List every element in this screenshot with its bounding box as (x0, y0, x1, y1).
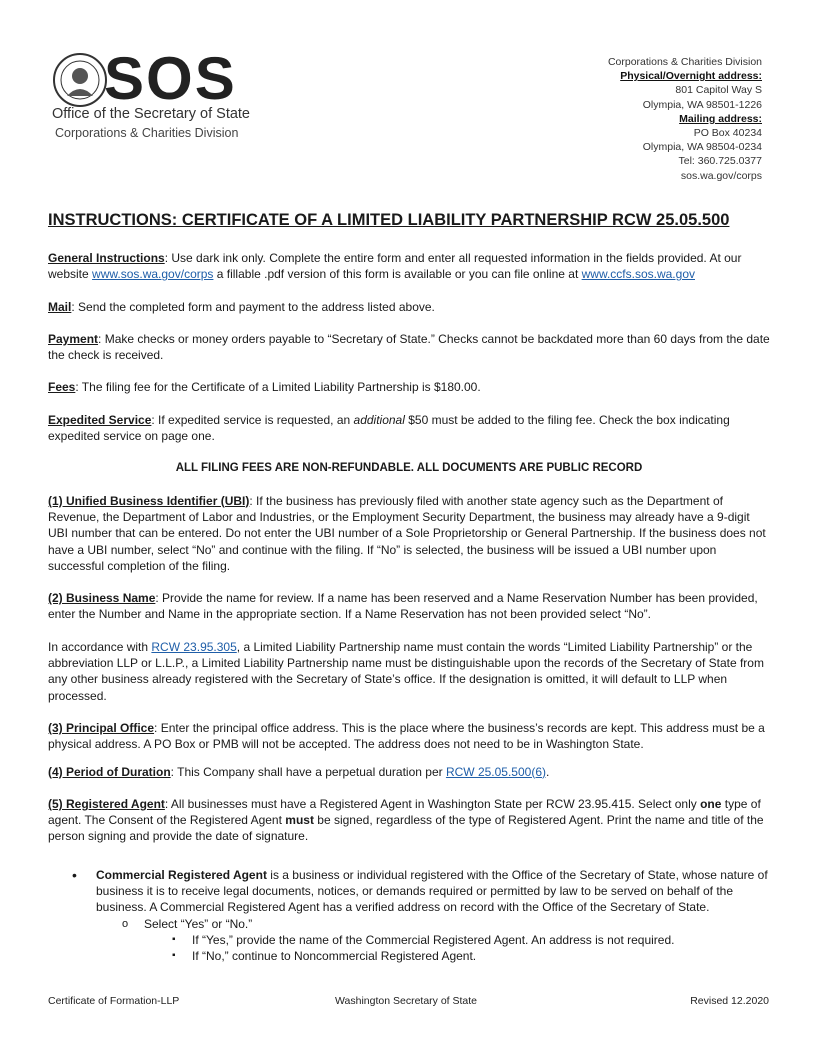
logo-division-name: Corporations & Charities Division (55, 126, 239, 140)
no-option-item: ▪ If “No,” continue to Noncommercial Registered Agent. (192, 948, 770, 964)
fees-notice: ALL FILING FEES ARE NON-REFUNDABLE. ALL DOCUMENTS ARE PUBLIC RECORD (175, 462, 643, 475)
ubi-label: (1) Unified Business Identifier (UBI) (48, 493, 250, 508)
ubi-instructions: (1) Unified Business Identifier (UBI): If the business has previously filed with another state agency such as the Department of Revenue, the Department of Labor and Industries, or the Employment Security Department, the business may already have a 9-digit UBI number that can be entered. Do not enter the UBI number of a Sole Proprietorship or General Partnership. If the business does not have a UBI number, select “No” and continue with the filing. If “No” is selected, the business will be issued a UBI number upon successful completion of the filing. (48, 493, 766, 573)
rcw-23-95-305-link[interactable]: RCW 23.95.305 (151, 639, 237, 654)
logo-office-name: Office of the Secretary of State (52, 106, 251, 122)
business-name-instructions: (2) Business Name: Provide the name for review. If a name has been reserved and a Name Reservation Number has been provided, enter the Number and Name in the appropriate section. If a Name Reservation has not been provided select “No”. (48, 591, 758, 622)
commercial-agent-item: • Commercial Registered Agent is a business or individual registered with the Office of the Secretary of State, whose nature of business it is to receive legal documents, notices, or demands required or permitted by law to be served on behalf of the business. A Commercial Registered Agent has a verified address on record with the Office of the Secretary of State. o Select “Yes” or “No.” ▪ If “Yes,” provide the name of the Commercial Registered Agent. An address is not required. ▪ If “No,” continue to Noncommercial Registered Agent. (96, 867, 770, 965)
payment-instructions: Payment: Make checks or money orders payable to “Secretary of State.” Checks cannot be backdated more than 60 days from the date the check is received. (48, 331, 770, 363)
rcw-25-05-500-link[interactable]: RCW 25.05.500(6) (445, 764, 546, 779)
business-name-label: (2) Business Name (48, 591, 156, 606)
physical-address-line2: Olympia, WA 98501-1226 (642, 98, 762, 111)
yes-no-options (144, 932, 770, 965)
duration-label: (4) Period of Duration (48, 764, 171, 779)
select-yes-no-item: o Select “Yes” or “No.” ▪ If “Yes,” provide the name of the Commercial Registered Agent. An address is not required. ▪ If “No,” continue to Noncommercial Registered Agent. (144, 916, 770, 965)
website[interactable]: sos.wa.gov/corps (680, 169, 762, 182)
expedited-label: Expedited Service (48, 412, 152, 427)
registered-agent-label: (5) Registered Agent (48, 796, 165, 811)
principal-office-label: (3) Principal Office (48, 720, 155, 735)
footer-revision: Revised 12.2020 (690, 995, 769, 1007)
mailing-address-line2: Olympia, WA 98504-0234 (642, 141, 762, 154)
expedited-instructions: Expedited Service: If expedited service is requested, an additional $50 must be added to the filing fee. Check the box indicating expedited service on page one. (48, 412, 730, 444)
footer-agency: Washington Secretary of State (335, 995, 478, 1007)
mailing-address-line1: PO Box 40234 (693, 127, 762, 140)
footer-form-name: Certificate of Formation-LLP (48, 995, 180, 1007)
physical-address-line1: 801 Capitol Way S (675, 84, 762, 97)
ccfs-link[interactable]: www.ccfs.sos.wa.gov (581, 267, 695, 282)
general-instructions: General Instructions: Use dark ink only. Complete the entire form and enter all requested information in the fields provided. At our website www.sos.wa.gov/corps a fillable .pdf version of this form is available or you can file online at www.ccfs.sos.wa.gov (48, 251, 742, 282)
agent-type-list (48, 867, 770, 965)
fees-instructions: Fees: The filing fee for the Certificate of a Limited Liability Partnership is $180.00. (48, 380, 481, 395)
payment-label: Payment (48, 331, 99, 346)
fees-label: Fees (48, 380, 76, 395)
commercial-agent-label: Commercial Registered Agent (96, 867, 267, 882)
contact-address-block (607, 55, 762, 182)
physical-address-label: Physical/Overnight address: (620, 70, 762, 83)
instructions-body (48, 250, 770, 965)
page-title: INSTRUCTIONS: CERTIFICATE OF A LIMITED LIABILITY PARTNERSHIP RCW 25.05.500 (48, 211, 730, 229)
mail-label: Mail (48, 299, 72, 314)
commercial-sublist (96, 916, 770, 965)
duration-instructions: (4) Period of Duration: This Company shall have a perpetual duration per RCW 25.05.500(6). (48, 764, 550, 779)
sos-corps-link[interactable]: www.sos.wa.gov/corps (92, 267, 214, 282)
name-requirements: In accordance with RCW 23.95.305, a Limited Liability Partnership name must contain the words “Limited Liability Partnership” or the abbreviation LLP or L.L.P., a Limited Liability Partnership name must be distinguishable upon the records of the Secretary of State from any other business already registered with the Secretary of State’s office. If the designation is omitted, it will default to LLP when processed. (48, 639, 764, 703)
registered-agent-instructions: (5) Registered Agent: All businesses must have a Registered Agent in Washington State per RCW 23.95.415. Select only one type of agent. The Consent of the Registered Agent must be signed, regardless of the type of Registered Agent. Print the name and title of the person signing and provide the date of signature. (48, 796, 764, 844)
mail-instructions: Mail: Send the completed form and payment to the address listed above. (48, 299, 435, 314)
state-seal-icon (52, 52, 108, 108)
principal-office-instructions: (3) Principal Office: Enter the principal office address. This is the place where the business’s records are kept. This address must be a physical address. A PO Box or PMB will not be accepted. The address does not need to be in Washington State. (48, 720, 765, 752)
sos-logo (52, 45, 262, 150)
division-name: Corporations & Charities Division (607, 56, 762, 68)
mailing-address-label: Mailing address: (679, 112, 762, 125)
logo-letters: SOS (104, 45, 237, 112)
yes-option-item: ▪ If “Yes,” provide the name of the Commercial Registered Agent. An address is not required. (192, 932, 770, 948)
general-label: General Instructions (48, 251, 165, 265)
telephone: Tel: 360.725.0377 (678, 155, 762, 168)
